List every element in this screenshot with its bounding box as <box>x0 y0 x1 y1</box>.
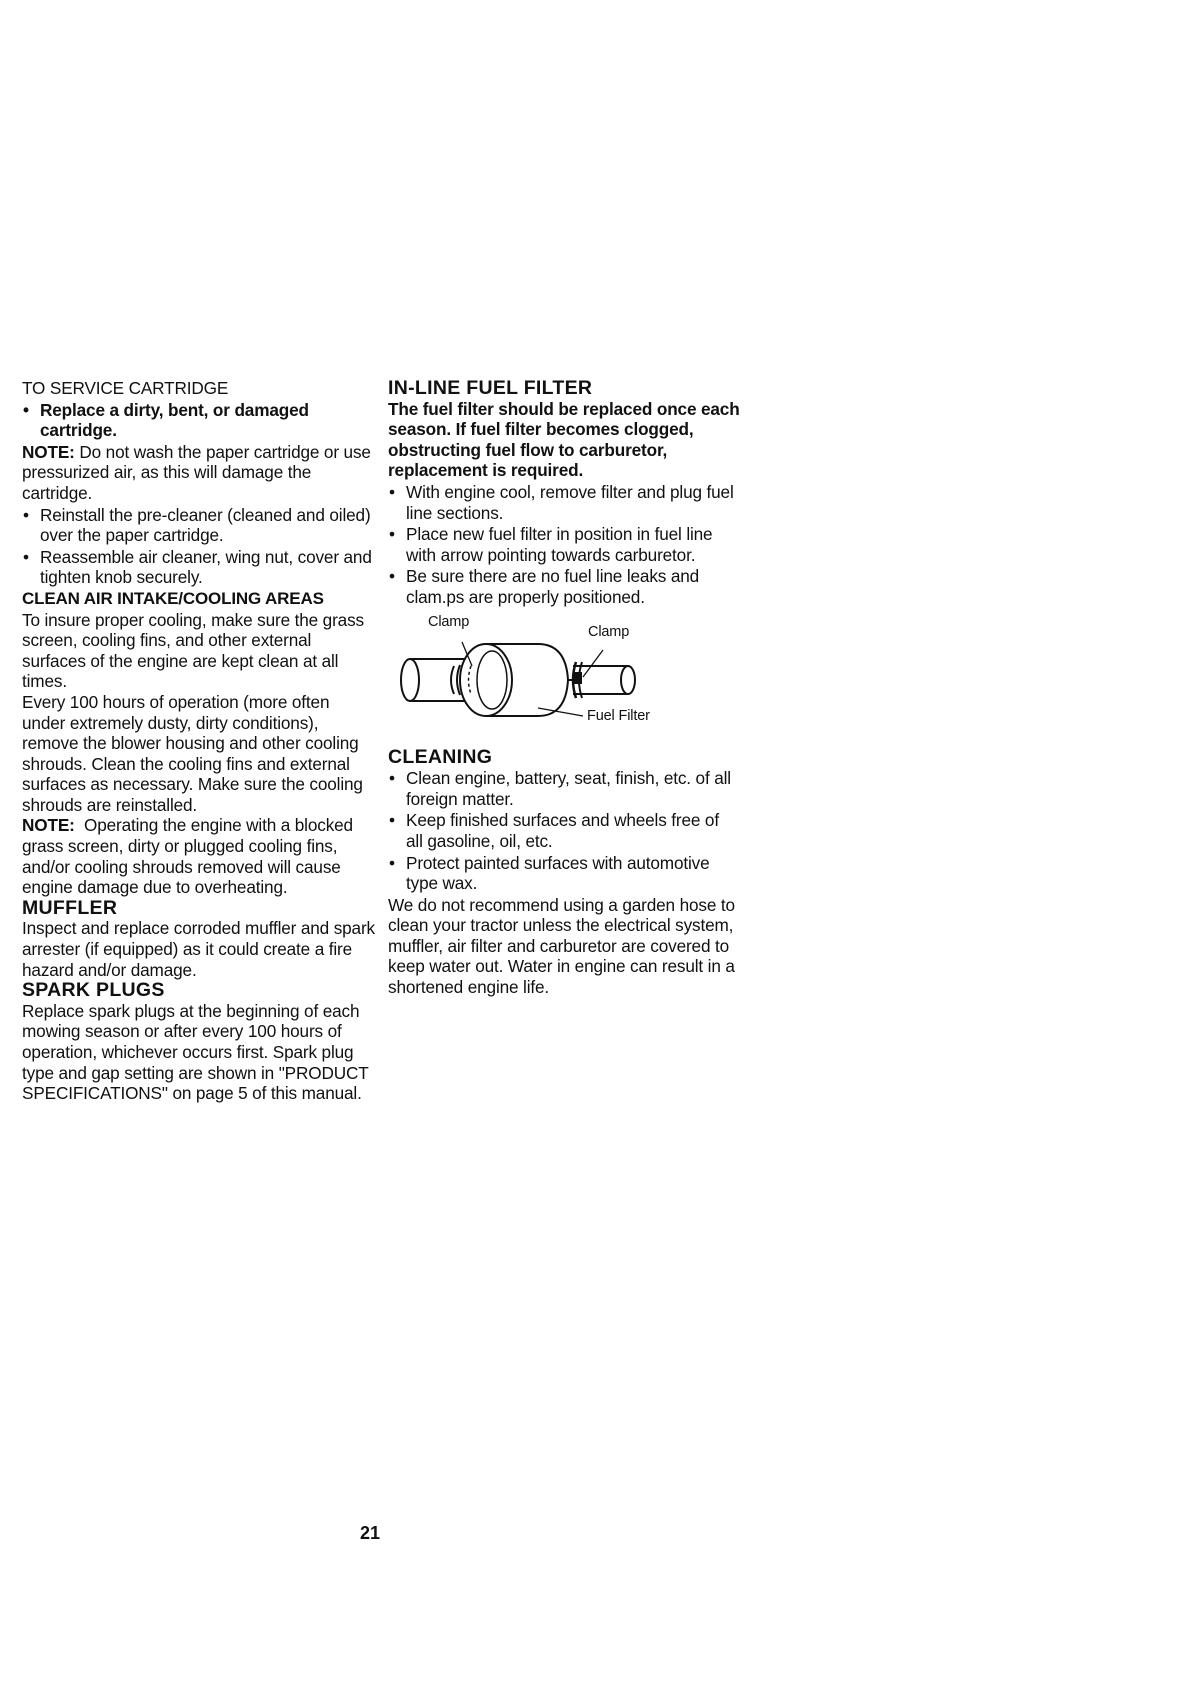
label-fuel-filter: Fuel Filter <box>587 707 650 724</box>
list-item: • Be sure there are no fuel line leaks and clam.ps are properly positioned. <box>389 566 700 607</box>
note-overheating: NOTE: Operating the engine with a blocked grass screen, dirty or plugged cooling fins, and/or cooling shrouds removed will cause engine damage due to overheating. <box>22 815 353 898</box>
right-column <box>388 378 740 998</box>
list-item: • Place new fuel filter in position in fuel line with arrow pointing towards carburetor. <box>389 524 713 565</box>
clean-para-2: Every 100 hours of operation (more often under extremely dusty, dirty conditions), remove the blower housing and other cooling shrouds. Clean the cooling fins and external surfaces as necessary. Make sure the cooling shrouds are reinstalled. <box>22 691 363 815</box>
note-cartridge: NOTE: Do not wash the paper cartridge or use pressurized air, as this will damage the cartridge. <box>22 441 371 503</box>
clean-para-1: To insure proper cooling, make sure the grass screen, cooling fins, and other external surfaces of the engine are kept clean at all times. <box>22 609 364 692</box>
cleaning-para: We do not recommend using a garden hose to clean your tractor unless the electrical system, muffler, air filter and carburetor are covered to keep water out. Water in engine can result in a shortened engine life. <box>388 894 735 998</box>
cleaning-bullets <box>388 768 740 894</box>
service-cartridge-heading: TO SERVICE CARTRIDGE <box>22 378 229 398</box>
fuel-filter-heading: IN-LINE FUEL FILTER <box>388 377 593 399</box>
fuel-intro: The fuel filter should be replaced once each season. If fuel filter becomes clogged, obstructing fuel flow to carburetor, replacement is required. <box>388 398 740 481</box>
page-number: 21 <box>360 1523 381 1543</box>
list-item: • Keep finished surfaces and wheels free of all gasoline, oil, etc. <box>389 810 719 851</box>
service-bullets-2 <box>22 505 377 588</box>
left-column <box>22 378 377 1104</box>
clean-air-intake-heading: CLEAN AIR INTAKE/COOLING AREAS <box>22 588 324 608</box>
list-item: • Reassemble air cleaner, wing nut, cover and tighten knob securely. <box>23 546 372 588</box>
muffler-text: Inspect and replace corroded muffler and spark arrester (if equipped) as it could create a fire hazard and/or damage. <box>22 918 375 980</box>
fuel-filter-figure <box>388 613 740 737</box>
spark-plugs-text: Replace spark plugs at the beginning of each mowing season or after every 100 hours of operation, whichever occurs first. Spark plug type and gap setting are shown in "PRODUCT SPECIFICATIONS" on page 5 of this manual. <box>22 1000 369 1104</box>
list-item: • Protect painted surfaces with automotive type wax. <box>389 852 710 894</box>
muffler-heading: MUFFLER <box>22 896 118 919</box>
label-clamp-right: Clamp <box>588 623 630 640</box>
fuel-bullets <box>388 482 740 608</box>
service-bullets <box>22 400 377 441</box>
label-clamp-left: Clamp <box>428 613 470 630</box>
list-item: • Clean engine, battery, seat, finish, etc. of all foreign matter. <box>389 768 731 809</box>
list-item: • Replace a dirty, bent, or damaged cartridge. <box>23 399 309 441</box>
list-item: • With engine cool, remove filter and plug fuel line sections. <box>389 481 734 523</box>
spark-plugs-heading: SPARK PLUGS <box>22 979 165 1002</box>
fuel-filter-illustration <box>388 622 740 737</box>
list-item: • Reinstall the pre-cleaner (cleaned and oiled) over the paper cartridge. <box>23 504 371 546</box>
cleaning-heading: CLEANING <box>388 745 493 768</box>
